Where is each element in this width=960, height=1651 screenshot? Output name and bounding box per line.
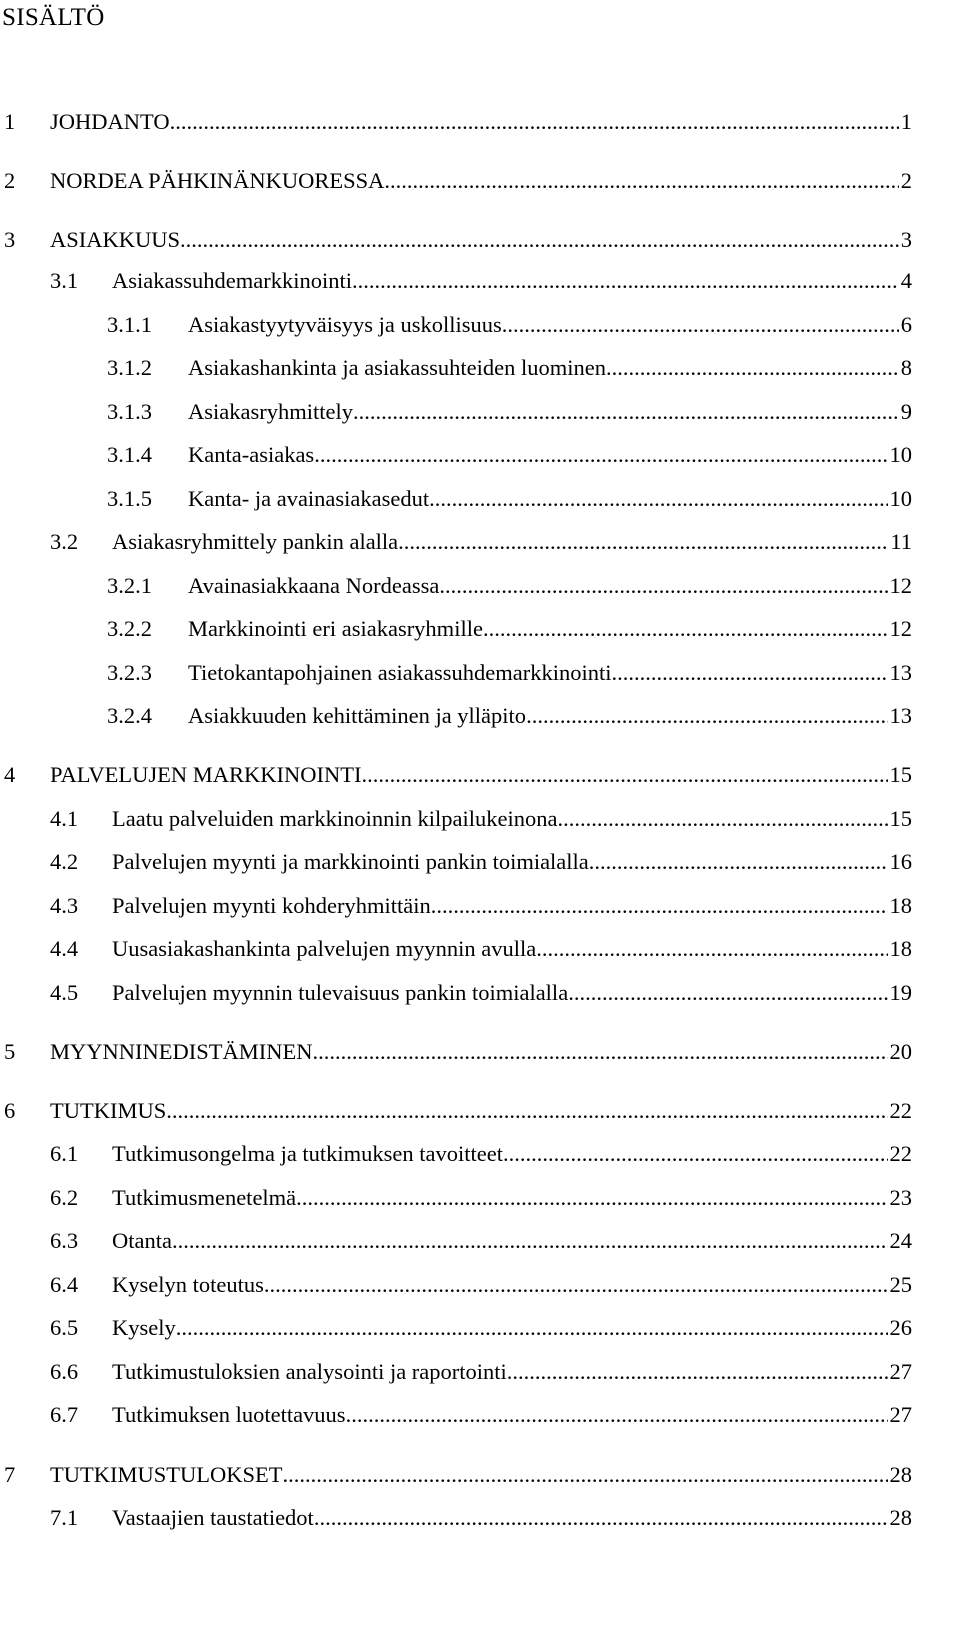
toc-entry-line <box>188 568 912 604</box>
dot-leader <box>314 437 887 473</box>
toc-entry-page-number: 8 <box>900 355 912 380</box>
toc-entry-label: Otanta <box>112 1228 172 1253</box>
toc-entry[interactable] <box>0 1457 960 1493</box>
toc-entry[interactable] <box>0 1354 960 1390</box>
toc-entry-number: 4 <box>4 762 16 787</box>
toc-entry-page-number: 6 <box>900 312 912 337</box>
toc-entry-number: 3 <box>4 227 16 252</box>
dot-leader <box>264 1267 888 1303</box>
toc-entry-page-number: 13 <box>889 703 912 728</box>
toc-entry-label: PALVELUJEN MARKKINOINTI <box>50 762 362 787</box>
toc-entry-number: 4.5 <box>50 980 79 1005</box>
toc-entry-page-number: 28 <box>889 1505 912 1530</box>
toc-entry-number: 6.5 <box>50 1315 79 1340</box>
toc-entry-page-number: 3 <box>900 227 912 252</box>
toc-entry-page-number: 9 <box>900 399 912 424</box>
toc-entry-page-number: 18 <box>889 936 912 961</box>
toc-entry-line <box>50 1093 912 1129</box>
dot-leader <box>352 263 899 299</box>
toc-entry-page-number: 10 <box>889 486 912 511</box>
toc-entry[interactable] <box>0 1136 960 1172</box>
toc-entry-line <box>112 263 912 299</box>
toc-entry[interactable] <box>0 611 960 647</box>
toc-entry-label: Tutkimusongelma ja tutkimuksen tavoitteet <box>112 1141 504 1166</box>
toc-entry-number: 4.4 <box>50 936 79 961</box>
toc-entry[interactable] <box>0 481 960 517</box>
toc-entry-label: ASIAKKUUS <box>50 227 181 252</box>
dot-leader <box>172 1223 888 1259</box>
dot-leader <box>507 1354 888 1390</box>
toc-entry-label: Tutkimusmenetelmä <box>112 1185 297 1210</box>
toc-entry-line <box>188 437 912 473</box>
toc-entry-line <box>112 1354 912 1390</box>
toc-entry-line <box>188 350 912 386</box>
toc-entry-line <box>50 163 912 199</box>
toc-entry-line <box>112 524 912 560</box>
toc-entry-label: Kysely <box>112 1315 176 1340</box>
toc-entry-line <box>112 801 912 837</box>
toc-entry-label: Asiakastyytyväisyys ja uskollisuus <box>188 312 502 337</box>
toc-entry-page-number: 4 <box>900 268 912 293</box>
toc-entry-page-number: 11 <box>890 529 912 554</box>
toc-entry[interactable] <box>0 263 960 299</box>
dot-leader <box>431 888 888 924</box>
toc-entry-line <box>112 1136 912 1172</box>
toc-entry-number: 6.6 <box>50 1359 79 1384</box>
toc-entry[interactable] <box>0 524 960 560</box>
toc-entry-page-number: 2 <box>900 168 912 193</box>
toc-entry-label: Uusasiakashankinta palvelujen myynnin avulla <box>112 936 537 961</box>
toc-entry[interactable] <box>0 307 960 343</box>
toc-entry[interactable] <box>0 568 960 604</box>
toc-entry-line <box>188 394 912 430</box>
toc-title: SISÄLTÖ <box>2 4 105 31</box>
toc-entry[interactable] <box>0 104 960 140</box>
toc-entry-line <box>188 655 912 691</box>
dot-leader <box>296 1180 887 1216</box>
toc-entry-line <box>188 698 912 734</box>
toc-entry-page-number: 1 <box>900 109 912 134</box>
toc-entry-number: 3.1.3 <box>107 399 152 424</box>
toc-entry[interactable] <box>0 975 960 1011</box>
toc-entry[interactable] <box>0 757 960 793</box>
toc-entry-number: 6.1 <box>50 1141 79 1166</box>
toc-entry[interactable] <box>0 1267 960 1303</box>
toc-entry-label: MYYNNINEDISTÄMINEN <box>50 1039 313 1064</box>
toc-entry-page-number: 13 <box>889 660 912 685</box>
toc-entry-line <box>112 1500 912 1536</box>
dot-leader <box>568 975 887 1011</box>
toc-entry-label: Asiakasryhmittely pankin alalla <box>112 529 399 554</box>
toc-entry-page-number: 15 <box>889 806 912 831</box>
toc-entry-label: Asiakasryhmittely <box>188 399 353 424</box>
toc-entry-number: 3.1.4 <box>107 442 152 467</box>
dot-leader <box>503 1136 887 1172</box>
toc-entry-number: 6 <box>4 1098 16 1123</box>
toc-entry[interactable] <box>0 222 960 258</box>
toc-entry-label: Markkinointi eri asiakasryhmille <box>188 616 483 641</box>
toc-entry-number: 3.2 <box>50 529 79 554</box>
toc-entry-page-number: 26 <box>889 1315 912 1340</box>
toc-entry-number: 4.2 <box>50 849 79 874</box>
toc-entry[interactable] <box>0 1310 960 1346</box>
toc-entry-number: 6.2 <box>50 1185 79 1210</box>
toc-entry[interactable] <box>0 163 960 199</box>
toc-entry-line <box>50 757 912 793</box>
toc-entry[interactable] <box>0 1093 960 1129</box>
toc-entry-label: NORDEA PÄHKINÄNKUORESSA <box>50 168 385 193</box>
toc-entry-page-number: 22 <box>889 1098 912 1123</box>
toc-entry-number: 4.1 <box>50 806 79 831</box>
dot-leader <box>502 307 899 343</box>
toc-entry-page-number: 27 <box>889 1402 912 1427</box>
toc-entry-number: 7.1 <box>50 1505 79 1530</box>
toc-entry-label: Laatu palveluiden markkinoinnin kilpailukeinona <box>112 806 558 831</box>
toc-entry-number: 3.2.2 <box>107 616 152 641</box>
toc-entry-line <box>50 1034 912 1070</box>
toc-entry[interactable] <box>0 437 960 473</box>
toc-entry-page-number: 23 <box>889 1185 912 1210</box>
toc-entry-line <box>112 888 912 924</box>
toc-entry-label: TUTKIMUS <box>50 1098 167 1123</box>
toc-entry-page-number: 10 <box>889 442 912 467</box>
dot-leader <box>606 350 899 386</box>
dot-leader <box>384 163 898 199</box>
dot-leader <box>166 1093 887 1129</box>
toc-entry-label: Kanta- ja avainasiakasedut <box>188 486 430 511</box>
toc-entry[interactable] <box>0 888 960 924</box>
toc-entry-line <box>50 1457 912 1493</box>
dot-leader <box>346 1397 888 1433</box>
toc-entry-number: 4.3 <box>50 893 79 918</box>
toc-entry-page-number: 28 <box>889 1462 912 1487</box>
toc-entry-label: Tietokantapohjainen asiakassuhdemarkkinointi <box>188 660 612 685</box>
dot-leader <box>439 568 887 604</box>
toc-entry-page-number: 12 <box>889 573 912 598</box>
toc-entry[interactable] <box>0 655 960 691</box>
toc-entry-line <box>112 1180 912 1216</box>
toc-entry-label: Asiakassuhdemarkkinointi <box>112 268 352 293</box>
toc-entry-number: 6.3 <box>50 1228 79 1253</box>
toc-entry-label: TUTKIMUSTULOKSET <box>50 1462 283 1487</box>
toc-entry-line <box>112 931 912 967</box>
toc-entry-page-number: 27 <box>889 1359 912 1384</box>
toc-entry-line <box>50 104 912 140</box>
toc-entry-label: Vastaajien taustatiedot <box>112 1505 314 1530</box>
dot-leader <box>526 698 887 734</box>
toc-entry-number: 1 <box>4 109 16 134</box>
toc-entry-label: Kyselyn toteutus <box>112 1272 264 1297</box>
dot-leader <box>483 611 888 647</box>
dot-leader <box>353 394 899 430</box>
dot-leader <box>180 222 899 258</box>
toc-entry-label: Asiakkuuden kehittäminen ja ylläpito <box>188 703 527 728</box>
toc-entry[interactable] <box>0 931 960 967</box>
toc-entry-page-number: 15 <box>889 762 912 787</box>
toc-entry[interactable] <box>0 350 960 386</box>
toc-entry-line <box>112 844 912 880</box>
toc-entry-number: 5 <box>4 1039 16 1064</box>
toc-entry-line <box>50 222 912 258</box>
toc-entry-number: 2 <box>4 168 16 193</box>
toc-entry-line <box>112 975 912 1011</box>
toc-entry-label: Palvelujen myynti ja markkinointi pankin toimialalla <box>112 849 589 874</box>
toc-entry[interactable] <box>0 394 960 430</box>
dot-leader <box>611 655 887 691</box>
toc-entry-line <box>112 1267 912 1303</box>
dot-leader <box>429 481 887 517</box>
toc-entry-page-number: 16 <box>889 849 912 874</box>
toc-entry-label: Asiakashankinta ja asiakassuhteiden luominen <box>188 355 607 380</box>
toc-entry-page-number: 25 <box>889 1272 912 1297</box>
toc-entry-label: Palvelujen myynti kohderyhmittäin <box>112 893 431 918</box>
toc-entry-number: 3.2.4 <box>107 703 152 728</box>
toc-entry-number: 6.4 <box>50 1272 79 1297</box>
dot-leader <box>314 1500 888 1536</box>
dot-leader <box>282 1457 887 1493</box>
toc-entry[interactable] <box>0 1223 960 1259</box>
toc-entry-label: Avainasiakkaana Nordeassa <box>188 573 440 598</box>
toc-entry-line <box>112 1223 912 1259</box>
toc-entry-label: Tutkimuksen luotettavuus <box>112 1402 346 1427</box>
toc-entry-number: 6.7 <box>50 1402 79 1427</box>
toc-entry-number: 3.1.1 <box>107 312 152 337</box>
toc-entry-number: 3.2.3 <box>107 660 152 685</box>
toc-entry-page-number: 19 <box>889 980 912 1005</box>
dot-leader <box>361 757 887 793</box>
dot-leader <box>170 104 899 140</box>
toc-entry-number: 3.1.2 <box>107 355 152 380</box>
toc-entry[interactable] <box>0 698 960 734</box>
toc-entry-label: JOHDANTO <box>50 109 170 134</box>
dot-leader <box>536 931 887 967</box>
toc-entry-label: Kanta-asiakas <box>188 442 315 467</box>
toc-entry-number: 7 <box>4 1462 16 1487</box>
toc-entry-line <box>112 1397 912 1433</box>
toc-entry-page-number: 22 <box>889 1141 912 1166</box>
toc-entry[interactable] <box>0 1397 960 1433</box>
toc-entry-line <box>188 481 912 517</box>
toc-entry-page-number: 12 <box>889 616 912 641</box>
toc-entry[interactable] <box>0 801 960 837</box>
dot-leader <box>312 1034 887 1070</box>
toc-entry-page-number: 24 <box>889 1228 912 1253</box>
toc-entry-line <box>188 307 912 343</box>
toc-entry-number: 3.1 <box>50 268 79 293</box>
toc-entry[interactable] <box>0 844 960 880</box>
dot-leader <box>589 844 888 880</box>
toc-entry[interactable] <box>0 1180 960 1216</box>
toc-entry-label: Palvelujen myynnin tulevaisuus pankin toimialalla <box>112 980 569 1005</box>
dot-leader <box>176 1310 888 1346</box>
dot-leader <box>398 524 888 560</box>
toc-entry-label: Tutkimustuloksien analysointi ja raportointi <box>112 1359 507 1384</box>
toc-entry-line <box>112 1310 912 1346</box>
toc-entry-page-number: 18 <box>889 893 912 918</box>
dot-leader <box>558 801 888 837</box>
toc-entry-number: 3.1.5 <box>107 486 152 511</box>
toc-entry-page-number: 20 <box>889 1039 912 1064</box>
toc-entry[interactable] <box>0 1500 960 1536</box>
toc-entry-line <box>188 611 912 647</box>
toc-entry-number: 3.2.1 <box>107 573 152 598</box>
toc-entry[interactable] <box>0 1034 960 1070</box>
